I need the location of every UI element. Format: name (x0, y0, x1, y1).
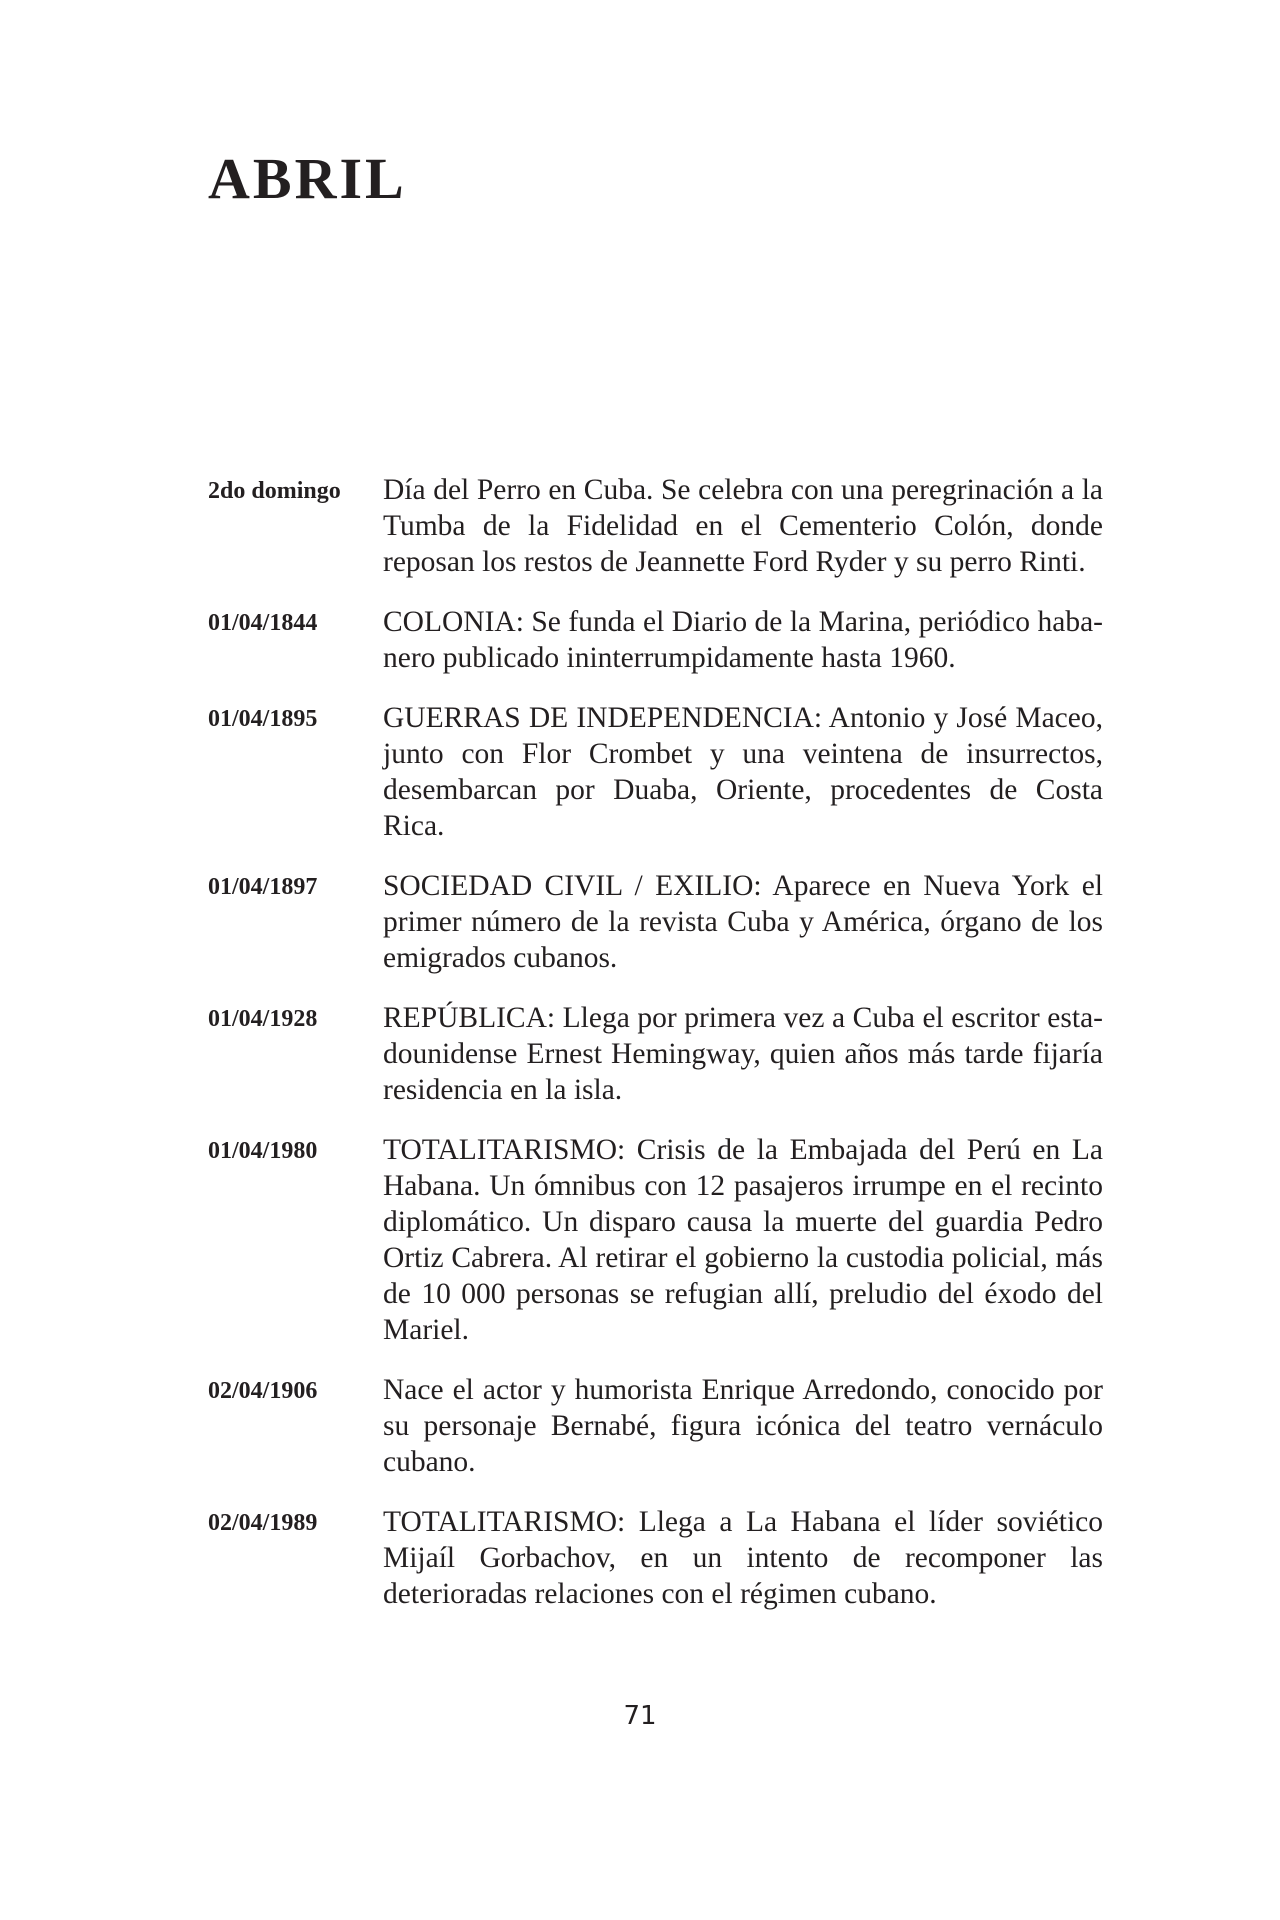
entry-date: 01/04/1895 (208, 706, 318, 732)
entry-date: 02/04/1989 (208, 1510, 318, 1536)
entry-date: 01/04/1980 (208, 1138, 318, 1164)
entry-text: Día del Perro en Cuba. Se celebra con una peregrinación a la Tumba de la Fidelidad en el Cementerio Colón, donde reposan los restos de Jeannette Ford Ryder y su perro Rinti. (383, 474, 1103, 578)
page-number: 71 (623, 1701, 657, 1731)
page-title: ABRIL (208, 146, 407, 211)
entry-text: COLONIA: Se funda el Diario de la Marina, periódico habanero publicado ininterrumpidamente hasta 1960. (383, 606, 1103, 674)
chronology-entry (208, 1504, 1108, 1612)
entry-text: GUERRAS DE INDEPENDENCIA: Antonio y José Maceo, junto con Flor Crombet y una veintena de insurrectos, desembarcan por Duaba, Oriente, procedentes de Costa Rica. (383, 702, 1103, 842)
chronology-list (208, 472, 1108, 1636)
entry-date: 01/04/1897 (208, 874, 318, 900)
chronology-entry (208, 472, 1108, 580)
chronology-entry (208, 604, 1108, 676)
entry-text: Nace el actor y humorista Enrique Arredondo, conocido por su personaje Bernabé, figura icónica del teatro vernáculo cubano. (383, 1374, 1103, 1478)
entry-text: TOTALITARISMO: Llega a La Habana el líder soviético Mijaíl Gorbachov, en un intento de recomponer las deterioradas relaciones con el régimen cubano. (383, 1506, 1103, 1610)
entry-date: 01/04/1928 (208, 1006, 318, 1032)
chronology-entry (208, 1132, 1108, 1348)
entry-date: 2do domingo (208, 478, 341, 504)
chronology-entry (208, 1000, 1108, 1108)
entry-date: 02/04/1906 (208, 1378, 318, 1404)
chronology-entry (208, 868, 1108, 976)
chronology-entry (208, 700, 1108, 844)
entry-text: REPÚBLICA: Llega por primera vez a Cuba el escritor estadounidense Ernest Hemingway, quien años más tarde fijaría residencia en la isla. (383, 1002, 1103, 1106)
entry-date: 01/04/1844 (208, 610, 318, 636)
entry-text: SOCIEDAD CIVIL / EXILIO: Aparece en Nueva York el primer número de la revista Cuba y América, órgano de los emigrados cubanos. (383, 870, 1103, 974)
entry-text: TOTALITARISMO: Crisis de la Embajada del Perú en La Habana. Un ómnibus con 12 pasajeros irrumpe en el recinto diplomático. Un disparo causa la muerte del guardia Pedro Ortiz Cabrera. Al retirar el gobierno la custodia policial, más de 10 000 personas se refugian allí, preludio del éxodo del Mariel. (383, 1134, 1103, 1346)
chronology-entry (208, 1372, 1108, 1480)
